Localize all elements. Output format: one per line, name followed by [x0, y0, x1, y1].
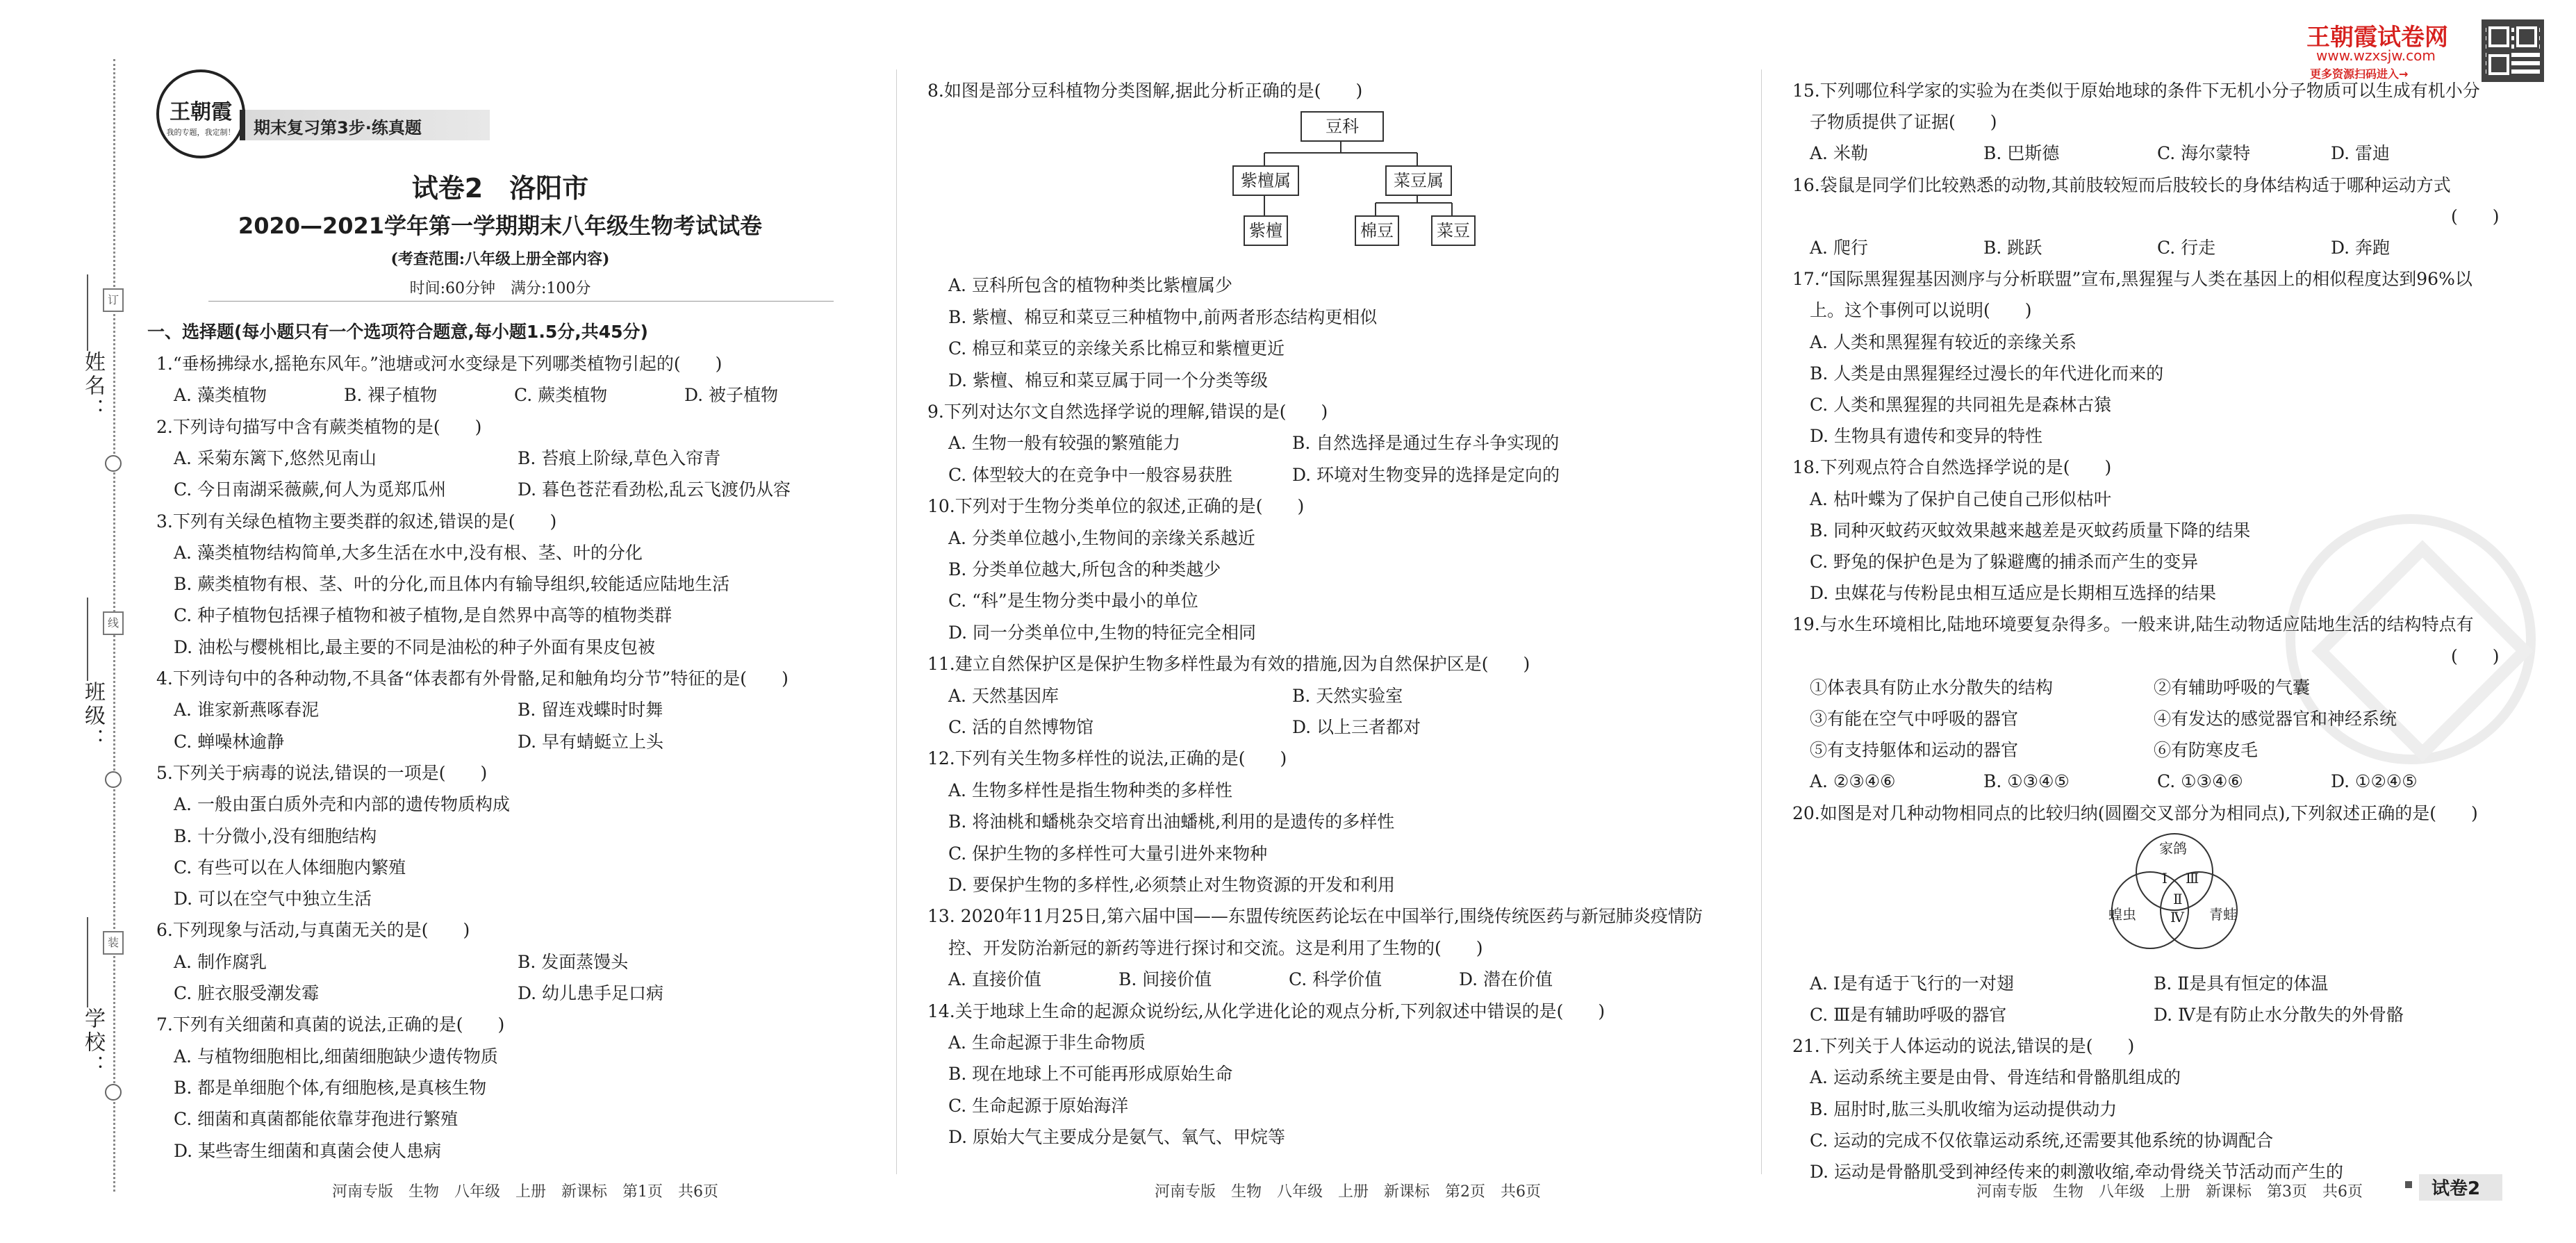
option-c[interactable]: C. 蕨类植物 [514, 385, 608, 406]
option-d[interactable]: D. 早有蜻蜓立上头 [518, 731, 664, 752]
statement-item: ④有发达的感觉器官和神经系统 [2154, 709, 2397, 729]
option-a[interactable]: A. 分类单位越小,生物间的亲缘关系越近 [948, 527, 1255, 548]
class-field-line[interactable] [87, 598, 88, 681]
option-b[interactable]: B. 苔痕上阶绿,草色入帘青 [518, 447, 721, 468]
question-stem: 13. 2020年11月25日,第六届中国——东盟传统医药论坛在中国举行,围绕传统医药与新冠肺炎疫情防 [927, 906, 1703, 927]
option-b[interactable]: B. 紫檀、棉豆和菜豆三种植物中,前两者形态结构更相似 [948, 306, 1378, 327]
tree-node-species-1: 紫檀 [1244, 215, 1288, 246]
question-stem: 2.下列诗句描写中含有蕨类植物的是( ) [156, 416, 482, 437]
question-stem: 6.下列现象与活动,与真菌无关的是( ) [156, 920, 470, 941]
option-c[interactable]: C. “科”是生物分类中最小的单位 [948, 591, 1198, 611]
brand-url[interactable]: www.wzxsjw.com [2316, 47, 2436, 64]
question-stem: 18.下列观点符合自然选择学说的是( ) [1792, 457, 2112, 478]
option-d[interactable]: D. 奔跑 [2331, 238, 2391, 258]
exam-title: 试卷2 洛阳市 [411, 173, 589, 204]
option-d[interactable]: D. 被子植物 [684, 385, 779, 406]
footer-page-3: 河南专版 生物 八年级 上册 新课标 第3页 共6页 [1976, 1183, 2363, 1201]
question-stem: 14.关于地球上生命的起源众说纷纭,从化学进化论的观点分析,下列叙述中错误的是( ) [927, 1001, 1605, 1021]
option-d[interactable]: D. 暮色苍茫看劲松,乱云飞渡仍从容 [518, 479, 791, 500]
option-c[interactable]: C. 野兔的保护色是为了躲避鹰的捕杀而产生的变异 [1810, 552, 2199, 572]
option-c[interactable]: C. 体型较大的在竞争中一般容易获胜 [948, 464, 1233, 485]
option-b[interactable]: B. 屈肘时,肱三头肌收缩为运动提供动力 [1810, 1098, 2117, 1119]
option-b[interactable]: B. 十分微小,没有细胞结构 [174, 825, 377, 846]
option-c[interactable]: C. 运动的完成不仅依靠运动系统,还需要其他系统的协调配合 [1810, 1130, 2274, 1151]
option-d[interactable]: D. 紫檀、棉豆和菜豆属于同一个分类等级 [948, 370, 1269, 390]
option-b[interactable]: B. 裸子植物 [344, 385, 438, 406]
option-a[interactable]: A. 豆科所包含的植物种类比紫檀属少 [948, 275, 1232, 296]
option-c[interactable]: C. 行走 [2157, 238, 2216, 258]
option-d[interactable]: D. 油松与樱桃相比,最主要的不同是油松的种子外面有果皮包被 [174, 636, 655, 657]
option-b[interactable]: B. 自然选择是通过生存斗争实现的 [1292, 433, 1560, 454]
statement-item: ②有辅助呼吸的气囊 [2154, 677, 2311, 698]
option-b[interactable]: B. 分类单位越大,所包含的种类越少 [948, 559, 1221, 579]
title-divider [208, 301, 834, 302]
school-field-line[interactable] [87, 917, 88, 1007]
binding-hole-icon [105, 771, 122, 788]
option-b[interactable]: B. 留连戏蝶时时舞 [518, 700, 663, 721]
option-c[interactable]: C. 保护生物的多样性可大量引进外来物种 [948, 843, 1268, 864]
option-d[interactable]: D. 同一分类单位中,生物的特征完全相同 [948, 622, 1256, 643]
option-a[interactable]: A. 藻类植物结构简单,大多生活在水中,没有根、茎、叶的分化 [174, 542, 643, 563]
option-b[interactable]: B. ①③④⑤ [1983, 771, 2070, 792]
venn-label-right: 青蛙 [2209, 906, 2237, 923]
question-stem: 20.如图是对几种动物相同点的比较归纳(圆圈交叉部分为相同点),下列叙述正确的是( ) [1792, 802, 2478, 823]
option-a[interactable]: A. 采菊东篱下,悠然见南山 [174, 447, 377, 468]
option-b[interactable]: B. 将油桃和蟠桃杂交培育出油蟠桃,利用的是遗传的多样性 [948, 812, 1395, 832]
statement-item: ⑤有支持躯体和运动的器官 [1810, 740, 2019, 761]
question-stem: 16.袋鼠是同学们比较熟悉的动物,其前肢较短而后肢较长的身体结构适于哪种运动方式 [1792, 174, 2451, 195]
option-d[interactable]: D. 潜在价值 [1459, 969, 1553, 990]
exam-subtitle: 2020—2021学年第一学期期末八年级生物考试试卷 [238, 213, 763, 239]
option-b[interactable]: B. 间接价值 [1118, 969, 1212, 990]
name-label: 姓名： [81, 351, 105, 422]
binding-hole-icon [105, 1084, 122, 1101]
option-a[interactable]: A. 运动系统主要是由骨、骨连结和骨骼肌组成的 [1810, 1067, 2181, 1088]
option-c[interactable]: C. 棉豆和菜豆的亲缘关系比棉豆和紫檀更近 [948, 338, 1285, 359]
logo-caption: 我的专题，我定制！ [166, 128, 236, 137]
column-separator [1761, 69, 1762, 1174]
option-a[interactable]: A. 生物一般有较强的繁殖能力 [948, 433, 1180, 454]
qr-code-icon[interactable] [2482, 19, 2544, 82]
column-separator [896, 69, 897, 1174]
question-stem: 21.下列关于人体运动的说法,错误的是( ) [1792, 1036, 2135, 1057]
binding-hole-icon [105, 455, 122, 472]
section-1-heading: 一、选择题(每小题只有一个选项符合题意,每小题1.5分,共45分) [147, 322, 648, 342]
statement-item: ⑥有防寒皮毛 [2154, 740, 2259, 761]
option-b[interactable]: B. 天然实验室 [1292, 685, 1403, 706]
answer-paren[interactable]: ( ) [2451, 645, 2500, 666]
step-banner [240, 110, 490, 140]
question-stem-continued: 子物质提供了证据( ) [1810, 112, 1997, 133]
option-a[interactable]: A. 藻类植物 [174, 385, 267, 406]
option-a[interactable]: A. 谁家新燕啄春泥 [174, 700, 319, 721]
tree-node-genus-2: 菜豆属 [1385, 165, 1452, 196]
question-stem: 3.下列有关绿色植物主要类群的叙述,错误的是( ) [156, 511, 557, 532]
option-b[interactable]: B. 蕨类植物有根、茎、叶的分化,而且体内有输导组织,较能适应陆地生活 [174, 574, 730, 595]
option-d[interactable]: D. 雷迪 [2331, 143, 2391, 164]
option-c[interactable]: C. ①③④⑥ [2157, 771, 2243, 792]
exam-scope: (考查范围:八年级上册全部内容) [390, 250, 610, 268]
option-d[interactable]: D. 环境对生物变异的选择是定向的 [1292, 464, 1560, 485]
question-stem: 12.下列有关生物多样性的说法,正确的是( ) [927, 748, 1287, 769]
question-stem: 15.下列哪位科学家的实验为在类似于原始地球的条件下无机小分子物质可以生成有机小分 [1792, 81, 2480, 101]
option-c[interactable]: C. 海尔蒙特 [2157, 143, 2251, 164]
venn-label-top: 家鸽 [2159, 840, 2187, 857]
question-stem: 7.下列有关细菌和真菌的说法,正确的是( ) [156, 1014, 505, 1035]
brand-name: 王朝霞试卷网 [2306, 24, 2448, 51]
question-stem: 1.“垂杨拂绿水,摇艳东风年。”池塘或河水变绿是下列哪类植物引起的( ) [156, 354, 723, 374]
tree-node-genus-1: 紫檀属 [1232, 165, 1299, 196]
statement-item: ③有能在空气中呼吸的器官 [1810, 709, 2019, 729]
option-c[interactable]: C. 今日南湖采薇蕨,何人为觅郑瓜州 [174, 479, 447, 500]
option-d[interactable]: D. 某些寄生细菌和真菌会使人患病 [174, 1140, 442, 1161]
option-c[interactable]: C. Ⅲ是有辅助呼吸的器官 [1810, 1005, 2007, 1025]
step-label: 期末复习第3步·练真题 [254, 118, 422, 138]
option-d[interactable]: D. ①②④⑤ [2331, 771, 2418, 792]
question-stem-continued: 控、开发防治新冠的新药等进行探讨和交流。这是利用了生物的( ) [948, 937, 1483, 958]
venn-region-3: Ⅲ [2186, 870, 2199, 887]
footer-page-2: 河南专版 生物 八年级 上册 新课标 第2页 共6页 [1155, 1183, 1541, 1201]
option-b[interactable]: B. 发面蒸馒头 [518, 951, 629, 972]
tree-node-root: 豆科 [1301, 111, 1384, 142]
option-a[interactable]: A. Ⅰ是有适于飞行的一对翅 [1810, 973, 2014, 994]
binding-mark-mid: 线 [103, 611, 124, 635]
option-a[interactable]: A. 与植物细胞相比,细菌细胞缺少遗传物质 [174, 1046, 498, 1067]
binding-mark-low: 装 [103, 931, 124, 955]
option-a[interactable]: A. 生命起源于非生命物质 [948, 1032, 1146, 1053]
question-stem: 5.下列关于病毒的说法,错误的一项是( ) [156, 762, 488, 783]
option-c[interactable]: C. 细菌和真菌都能依靠芽孢进行繁殖 [174, 1109, 459, 1130]
question-stem-continued: 上。这个事例可以说明( ) [1810, 300, 2032, 321]
option-d[interactable]: D. 幼儿患手足口病 [518, 983, 664, 1003]
option-a[interactable]: A. 生物多样性是指生物种类的多样性 [948, 780, 1232, 800]
badge-square-icon [2405, 1181, 2412, 1188]
option-d[interactable]: D. 可以在空气中独立生活 [174, 889, 372, 909]
option-b[interactable]: B. 都是单细胞个体,有细胞核,是真核生物 [174, 1077, 487, 1098]
option-d[interactable]: D. Ⅳ是有防止水分散失的外骨骼 [2154, 1005, 2404, 1025]
answer-paren[interactable]: ( ) [2451, 206, 2500, 227]
option-b[interactable]: B. 同种灭蚊药灭蚊效果越来越差是灭蚊药质量下降的结果 [1810, 520, 2251, 541]
option-b[interactable]: B. Ⅱ是具有恒定的体温 [2154, 973, 2329, 994]
option-d[interactable]: D. 原始大气主要成分是氨气、氧气、甲烷等 [948, 1127, 1286, 1148]
option-a[interactable]: A. 米勒 [1810, 143, 1868, 164]
venn-region-4: Ⅳ [2170, 909, 2184, 925]
option-c[interactable]: C. 有些可以在人体细胞内繁殖 [174, 857, 406, 878]
option-b[interactable]: B. 跳跃 [1983, 238, 2042, 258]
badge-label: 试卷2 [2431, 1178, 2481, 1199]
option-a[interactable]: A. 直接价值 [948, 969, 1041, 990]
venn-region-2: Ⅱ [2173, 891, 2183, 907]
venn-region-1: Ⅰ [2162, 870, 2168, 887]
option-a[interactable]: A. 人类和黑猩猩有较近的亲缘关系 [1810, 331, 2077, 352]
option-a[interactable]: A. ②③④⑥ [1810, 771, 1896, 792]
logo-text: 王朝霞 [170, 100, 232, 124]
option-d[interactable]: D. 生物具有遗传和变异的特性 [1810, 426, 2043, 447]
question-stem: 10.下列对于生物分类单位的叙述,正确的是( ) [927, 496, 1305, 517]
option-c[interactable]: C. 科学价值 [1289, 969, 1382, 990]
option-d[interactable]: D. 运动是骨骼肌受到神经传来的刺激收缩,牵动骨绕关节活动而产生的 [1810, 1162, 2343, 1182]
option-b[interactable]: B. 巴斯德 [1983, 143, 2060, 164]
question-stem: 11.建立自然保护区是保护生物多样性最为有效的措施,因为自然保护区是( ) [927, 654, 1530, 675]
logo-badge-icon [156, 69, 245, 158]
option-c[interactable]: C. 脏衣服受潮发霉 [174, 983, 320, 1003]
school-label: 学校： [81, 1007, 105, 1078]
question-stem: 17.“国际黑猩猩基因测序与分析联盟”宣布,黑猩猩与人类在基因上的相似程度达到96%以 [1792, 269, 2472, 290]
option-a[interactable]: A. 爬行 [1810, 238, 1868, 258]
statement-item: ①体表具有防止水分散失的结构 [1810, 677, 2054, 698]
question-stem: 8.如图是部分豆科植物分类图解,据此分析正确的是( ) [927, 81, 1363, 101]
option-a[interactable]: A. 枯叶蝶为了保护自己使自己形似枯叶 [1810, 488, 2111, 509]
option-a[interactable]: A. 制作腐乳 [174, 951, 267, 972]
tree-node-species-2: 棉豆 [1355, 215, 1399, 246]
option-c[interactable]: C. 生命起源于原始海洋 [948, 1095, 1129, 1116]
time-score: 时间:60分钟 满分:100分 [409, 280, 591, 297]
option-c[interactable]: C. 人类和黑猩猩的共同祖先是森林古猿 [1810, 395, 2112, 415]
question-stem: 9.下列对达尔文自然选择学说的理解,错误的是( ) [927, 402, 1328, 422]
option-d[interactable]: D. 要保护生物的多样性,必须禁止对生物资源的开发和利用 [948, 875, 1395, 895]
binding-mark-top: 订 [103, 288, 124, 312]
option-b[interactable]: B. 现在地球上不可能再形成原始生命 [948, 1064, 1233, 1085]
question-stem: 19.与水生环境相比,陆地环境要复杂得多。一般来讲,陆生动物适应陆地生活的结构特点有 [1792, 614, 2474, 635]
option-c[interactable]: C. 蝉噪林逾静 [174, 731, 285, 752]
option-a[interactable]: A. 一般由蛋白质外壳和内部的遗传物质构成 [174, 794, 510, 815]
name-field-line[interactable] [87, 274, 88, 351]
class-label: 班级： [81, 681, 105, 752]
binding-strip [0, 0, 132, 1243]
footer-page-1: 河南专版 生物 八年级 上册 新课标 第1页 共6页 [332, 1183, 718, 1201]
question-stem: 4.下列诗句中的各种动物,不具备“体表都有外骨骼,足和触角均分节”特征的是( ) [156, 668, 789, 689]
brand-slogan: 更多资源扫码进入→ [2310, 67, 2409, 81]
venn-label-left: 蝗虫 [2108, 906, 2136, 923]
option-d[interactable]: D. 虫媒花与传粉昆虫相互适应是长期相互选择的结果 [1810, 583, 2217, 604]
option-d[interactable]: D. 以上三者都对 [1292, 717, 1421, 737]
tree-node-species-3: 菜豆 [1431, 215, 1476, 246]
option-a[interactable]: A. 天然基因库 [948, 685, 1059, 706]
option-b[interactable]: B. 人类是由黑猩猩经过漫长的年代进化而来的 [1810, 363, 2164, 384]
paper-badge [2405, 1174, 2502, 1201]
option-c[interactable]: C. 种子植物包括裸子植物和被子植物,是自然界中高等的植物类群 [174, 605, 672, 626]
option-c[interactable]: C. 活的自然博物馆 [948, 717, 1094, 737]
